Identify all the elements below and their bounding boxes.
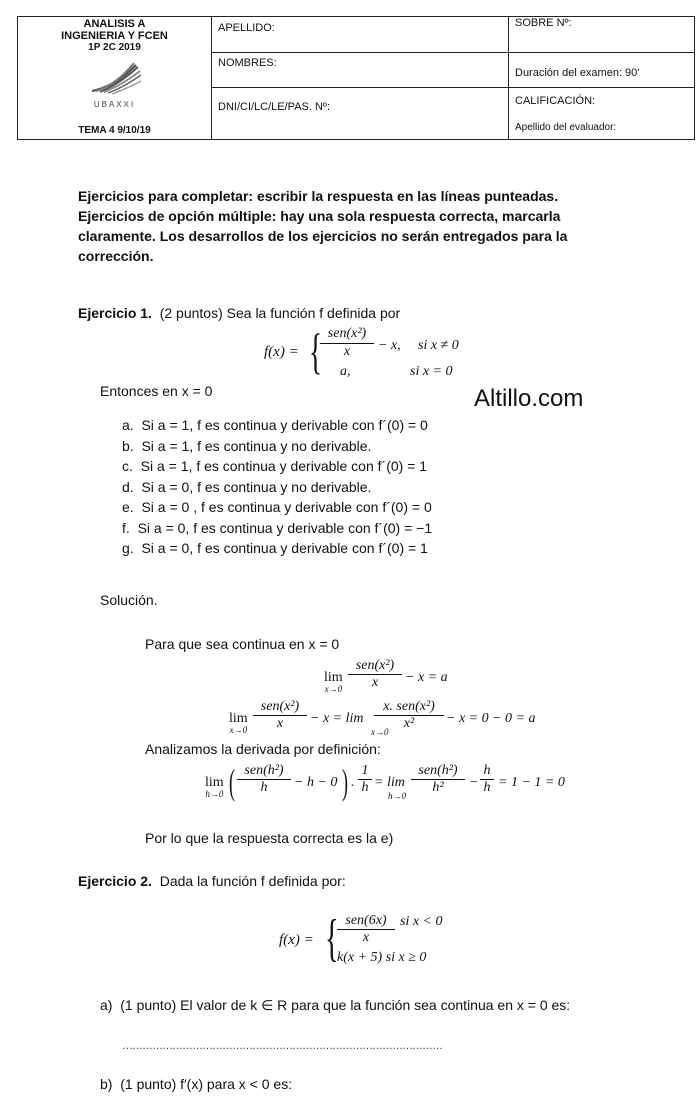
header-divider <box>508 17 509 139</box>
ex1-case2-val: a, <box>340 364 351 379</box>
option-d[interactable]: d. Si a = 0, f es continua y no derivable. <box>122 478 372 495</box>
eq2-fraction2: x. sen(x²) x² <box>374 699 444 732</box>
ubaxxi-logo-icon <box>86 61 142 95</box>
eq2-sub2: x→0 <box>371 727 389 737</box>
option-e[interactable]: e. Si a = 0 , f es continua y derivable con f´(0) = 0 <box>122 499 432 515</box>
ex1-case1-cond: si x ≠ 0 <box>418 338 459 353</box>
calificacion-field: CALIFICACIÓN: <box>515 95 596 107</box>
brace: { <box>325 910 339 967</box>
nombres-field: NOMBRES: <box>218 57 277 69</box>
eq3-fraction1: sen(h²) h <box>237 763 291 796</box>
option-c[interactable]: c. Si a = 1, f es continua y derivable con f´(0) = 1 <box>122 458 428 474</box>
ex2-func-lhs: f(x) = <box>279 932 314 948</box>
ex2-case2: k(x + 5) si x ≥ 0 <box>337 950 427 965</box>
eq2-lim: lim x→0 <box>229 711 248 735</box>
ex2-case1-cond: si x < 0 <box>400 914 443 929</box>
ex1-case1-rest: − x, <box>378 338 401 353</box>
option-a[interactable]: a. Si a = 1, f es continua y derivable con f´(0) = 0 <box>122 417 428 433</box>
option-f[interactable]: f. Si a = 0, f es continua y derivable con f´(0) = −1 <box>122 519 433 536</box>
ex1-options <box>122 415 432 559</box>
evaluador-field: Apellido del evaluador: <box>515 122 617 133</box>
logo-caption: UBAXXI <box>93 100 136 109</box>
exercise-1-heading: Ejercicio 1. (2 puntos) Sea la función f definida por <box>78 305 401 321</box>
header-divider <box>211 52 694 53</box>
ex1-case2-cond: si x = 0 <box>410 364 453 379</box>
header-divider <box>211 17 212 139</box>
paren-open: ( <box>229 762 235 802</box>
continuity-text: Para que sea continua en x = 0 <box>145 636 340 652</box>
exercise-2-heading: Ejercicio 2. Dada la función f definida por: <box>78 873 346 889</box>
header-divider <box>211 87 694 88</box>
option-g[interactable]: g. Si a = 0, f es continua y derivable con f´(0) = 1 <box>122 540 428 556</box>
ex2-part-a: a) (1 punto) El valor de k ∈ R para que la función sea continua en x = 0 es: <box>100 997 571 1013</box>
sobre-field: SOBRE Nº: <box>515 17 572 29</box>
ex2-part-b: b) (1 punto) f′(x) para x < 0 es: <box>100 1076 293 1092</box>
tema-label: TEMA 4 9/10/19 <box>78 125 151 136</box>
ex1-case1-fraction: sen(x²) x <box>320 326 374 360</box>
duracion-label: Duración del examen: 90' <box>515 67 640 79</box>
watermark: Altillo.com <box>474 385 584 412</box>
eq1-lim: lim x→0 <box>324 670 343 694</box>
eq3-dot: . <box>351 775 355 790</box>
solution-label: Solución. <box>100 592 158 608</box>
eq3-sub2: h→0 <box>388 791 406 801</box>
eq2-rest2: − x = 0 − 0 = a <box>446 711 536 726</box>
conclusion-text: Por lo que la respuesta correcta es la e) <box>145 830 394 846</box>
ex2-case1-fraction: sen(6x) x <box>337 913 395 946</box>
eq3-result: = 1 − 1 = 0 <box>498 775 565 790</box>
eq3-lim: lim h→0 <box>205 775 224 799</box>
eq1-fraction: sen(x²) x <box>348 658 402 691</box>
apellido-field: APELLIDO: <box>218 22 275 34</box>
eq3-fraction-hh: h h <box>480 763 494 796</box>
ex1-then: Entonces en x = 0 <box>100 383 213 399</box>
ex1-func-lhs: f(x) = <box>264 344 299 360</box>
option-b[interactable]: b. Si a = 1, f es continua y no derivable. <box>122 437 372 454</box>
derivative-text: Analizamos la derivada por definición: <box>145 741 381 757</box>
course-title: ANALISIS A INGENIERIA Y FCEN 1P 2C 2019 <box>61 18 168 53</box>
answer-line-a[interactable]: …………………………………………………………………………………… <box>122 1040 442 1052</box>
instructions: Ejercicios para completar: escribir la respuesta en las líneas punteadas. Ejercicios de opción múltiple: hay una sola respuesta correcta, marcarla claramente. Los desarrollos de los ejercicios no serán entregados para la corrección. <box>78 188 568 264</box>
eq2-fraction1: sen(x²) x <box>253 699 307 732</box>
eq3-minus: − <box>469 775 479 790</box>
eq3-eq: = lim <box>374 775 405 790</box>
brace: { <box>309 323 323 379</box>
dni-field: DNI/CI/LC/LE/PAS. Nº: <box>218 101 331 113</box>
header-table <box>17 16 695 140</box>
eq3-fraction-1h: 1 h <box>358 763 372 796</box>
eq3-mid: − h − 0 <box>294 775 338 790</box>
eq3-fraction2: sen(h²) h² <box>411 763 465 796</box>
paren-close: ) <box>342 762 348 802</box>
eq2-rest1: − x = lim <box>310 711 364 726</box>
eq1-rest: − x = a <box>405 670 448 685</box>
